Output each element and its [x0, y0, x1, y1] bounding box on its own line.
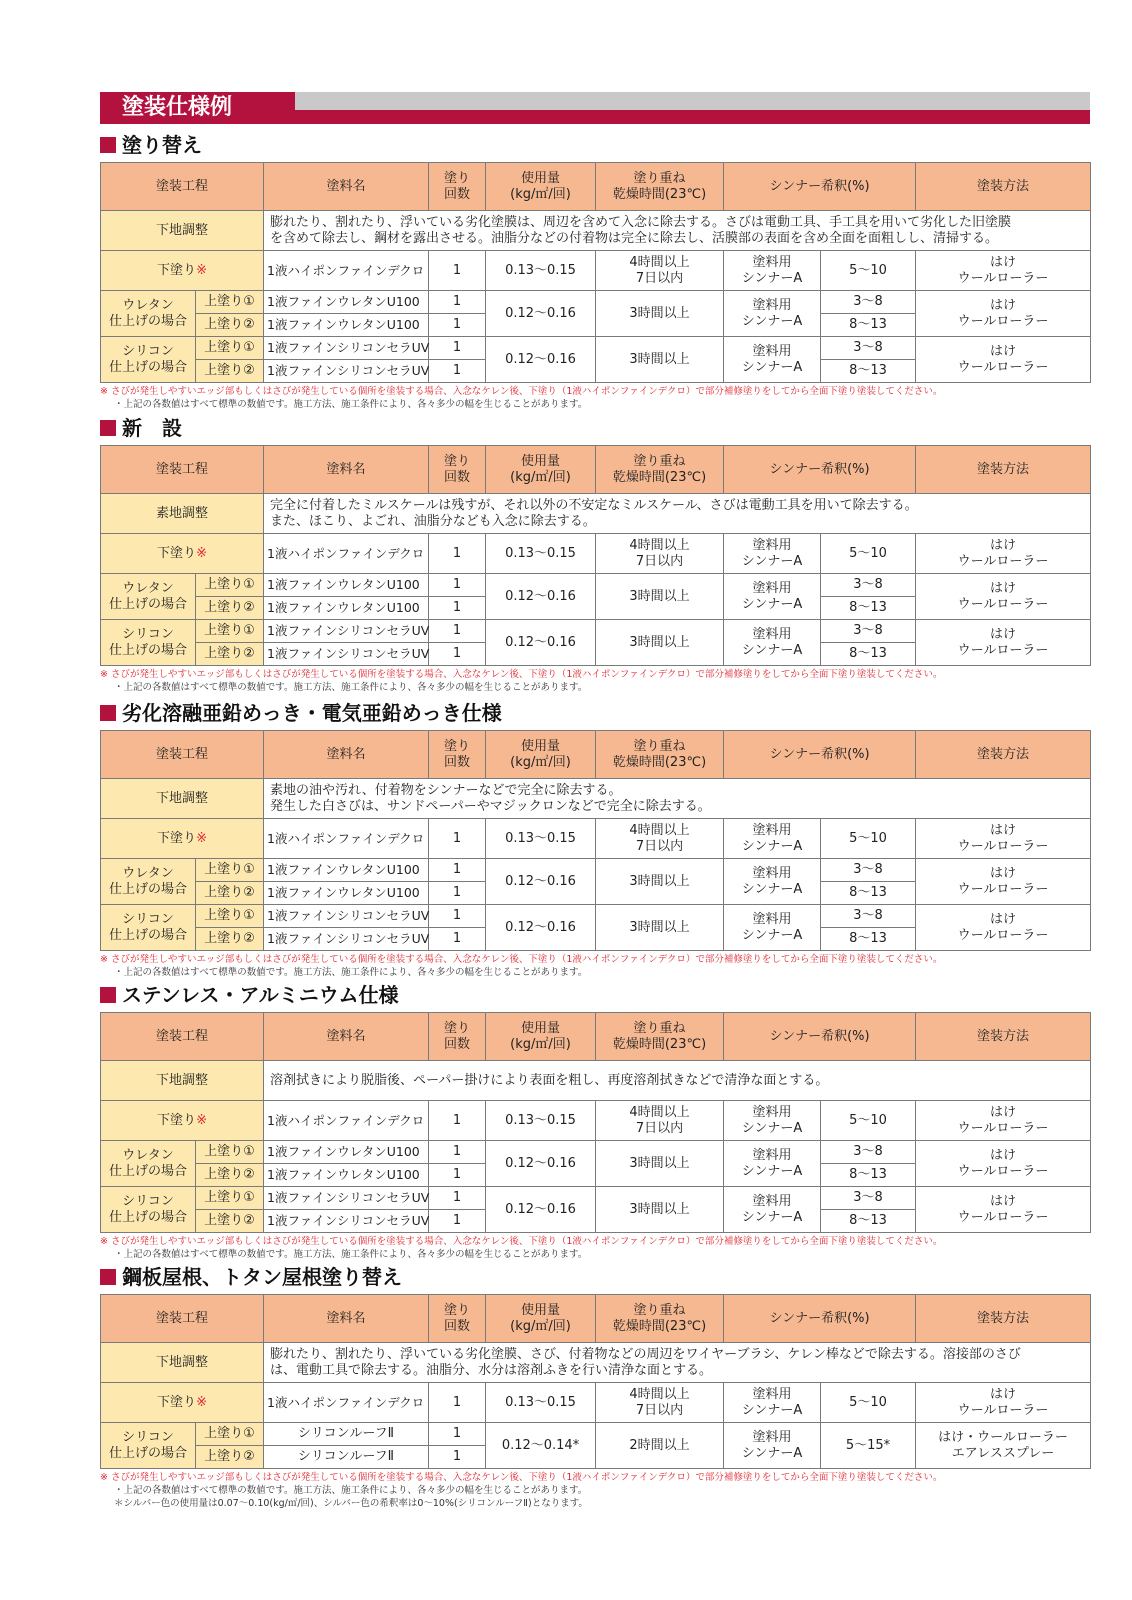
roof-top2-paint: シリコンルーフⅡ	[264, 1446, 429, 1469]
undercoat-row	[101, 1101, 1091, 1141]
header-usage: 使用量 (kg/㎡/回)	[486, 1295, 596, 1343]
urethane-method: はけ ウールローラー	[916, 291, 1091, 337]
section-0	[100, 132, 1090, 411]
undercoat-coats: 1	[429, 1101, 486, 1141]
prep-label: 下地調整	[101, 211, 264, 251]
urethane-thinner-name: 塗料用 シンナーA	[724, 291, 821, 337]
undercoat-thinner-name: 塗料用 シンナーA	[724, 534, 821, 574]
undercoat-thinner-name: 塗料用 シンナーA	[724, 1383, 821, 1423]
header-method: 塗装方法	[916, 1295, 1091, 1343]
silicone-usage: 0.12〜0.16	[486, 337, 596, 383]
prep-text	[264, 494, 1091, 534]
undercoat-dry: 4時間以上 7日以内	[596, 1101, 724, 1141]
prep-label: 下地調整	[101, 779, 264, 819]
undercoat-label: 下塗り※	[101, 819, 264, 859]
roof-top2-coats: 1	[429, 1446, 486, 1469]
undercoat-thinner-name: 塗料用 シンナーA	[724, 819, 821, 859]
undercoat-label: 下塗り※	[101, 534, 264, 574]
urethane-usage: 0.12〜0.16	[486, 859, 596, 905]
undercoat-dry: 4時間以上 7日以内	[596, 534, 724, 574]
note-silver: ＊シルバー色の使用量は0.07〜0.10(kg/㎡/回)、シルバー色の希釈率は0〜10%(シリコンルーフⅡ)となります。	[114, 1498, 588, 1509]
prep-line: 膨れたり、割れたり、浮いている劣化塗膜は、周辺を含めて入念に除去する。さびは電動工具、手工具を用いて劣化した旧塗膜	[270, 214, 1012, 230]
silicone-top2-thinner: 8〜13	[821, 360, 916, 383]
silicone-top2-paint: 1液ファインシリコンセラUV	[264, 360, 429, 383]
undercoat-thinner: 5〜10	[821, 819, 916, 859]
urethane-top1-paint: 1液ファインウレタンU100	[264, 291, 429, 314]
notes	[100, 668, 1090, 694]
urethane-label: ウレタン 仕上げの場合	[101, 1141, 196, 1187]
note-standard: ・上記の各数値はすべて標準の数値です。施工方法、施工条件により、各々多少の幅を生じることがあります。	[114, 1249, 588, 1260]
urethane-top1-thinner: 3〜8	[821, 574, 916, 597]
urethane-method: はけ ウールローラー	[916, 859, 1091, 905]
urethane-top2-label: 上塗り②	[196, 314, 264, 337]
undercoat-dry: 4時間以上 7日以内	[596, 251, 724, 291]
silicone-usage: 0.12〜0.16	[486, 905, 596, 951]
table-header-row	[101, 446, 1091, 494]
header-dry: 塗り重ね 乾燥時間(23℃)	[596, 1013, 724, 1061]
roof-top1-coats: 1	[429, 1423, 486, 1446]
header-method: 塗装方法	[916, 446, 1091, 494]
roof-top2-label: 上塗り②	[196, 1446, 264, 1469]
silicone-label: シリコン 仕上げの場合	[101, 620, 196, 666]
urethane-dry: 3時間以上	[596, 574, 724, 620]
header-thinner: シンナー希釈(%)	[724, 163, 916, 211]
prep-line: 完全に付着したミルスケールは残すが、それ以外の不安定なミルスケール、さびは電動工具を用いて除去する。	[270, 497, 918, 513]
silicone-dry: 3時間以上	[596, 905, 724, 951]
undercoat-method: はけ ウールローラー	[916, 819, 1091, 859]
note-standard: ・上記の各数値はすべて標準の数値です。施工方法、施工条件により、各々多少の幅を生じることがあります。	[114, 399, 588, 410]
urethane-top1-paint: 1液ファインウレタンU100	[264, 574, 429, 597]
silicone-top1-paint: 1液ファインシリコンセラUV	[264, 337, 429, 360]
undercoat-coats: 1	[429, 251, 486, 291]
section-title: 鋼板屋根、トタン屋根塗り替え	[100, 1264, 1090, 1290]
urethane-top1-thinner: 3〜8	[821, 1141, 916, 1164]
silicone-thinner-name: 塗料用 シンナーA	[724, 905, 821, 951]
header-coats: 塗り 回数	[429, 446, 486, 494]
prep-line: また、ほこり、よごれ、油脂分なども入念に除去する。	[270, 513, 596, 529]
silicone-top1-coats: 1	[429, 337, 486, 360]
silicone-thinner-name: 塗料用 シンナーA	[724, 337, 821, 383]
prep-line: 素地の油や汚れ、付着物をシンナーなどで完全に除去する。	[270, 782, 622, 798]
silicone-top1-row	[101, 1187, 1091, 1210]
urethane-top1-label: 上塗り①	[196, 574, 264, 597]
urethane-top2-coats: 1	[429, 597, 486, 620]
urethane-top1-row	[101, 859, 1091, 882]
header-process: 塗装工程	[101, 731, 264, 779]
silicone-top1-row	[101, 620, 1091, 643]
urethane-top1-coats: 1	[429, 859, 486, 882]
header-method: 塗装方法	[916, 163, 1091, 211]
roof-top1-label: 上塗り①	[196, 1423, 264, 1446]
notes	[100, 385, 1090, 411]
square-bullet-icon	[100, 420, 116, 436]
urethane-label: ウレタン 仕上げの場合	[101, 574, 196, 620]
section-3	[100, 982, 1090, 1261]
urethane-top2-paint: 1液ファインウレタンU100	[264, 314, 429, 337]
prep-text	[264, 1343, 1091, 1383]
silicone-top1-label: 上塗り①	[196, 620, 264, 643]
prep-label: 下地調整	[101, 1343, 264, 1383]
note-warning: ※ さびが発生しやすいエッジ部もしくはさびが発生している個所を塗装する場合、入念なケレン後、下塗り（1液ハイポンファインデクロ）で部分補修塗りをしてから全面下塗り塗装してください。	[100, 386, 943, 397]
note-standard: ・上記の各数値はすべて標準の数値です。施工方法、施工条件により、各々多少の幅を生じることがあります。	[114, 1485, 588, 1496]
undercoat-label: 下塗り※	[101, 251, 264, 291]
prep-row	[101, 211, 1091, 251]
prep-line: を含めて除去し、鋼材を露出させる。油脂分などの付着物は完全に除去し、活膜部の表面を含め全面を面粗しし、清掃する。	[270, 230, 999, 246]
roof-thinner-name: 塗料用 シンナーA	[724, 1423, 821, 1469]
spec-table	[100, 445, 1091, 666]
silicone-top1-paint: 1液ファインシリコンセラUV	[264, 905, 429, 928]
silicone-top2-paint: 1液ファインシリコンセラUV	[264, 1210, 429, 1233]
urethane-top2-coats: 1	[429, 882, 486, 905]
header-thinner: シンナー希釈(%)	[724, 1013, 916, 1061]
undercoat-paint: 1液ハイポンファインデクロ	[264, 1101, 429, 1141]
urethane-usage: 0.12〜0.16	[486, 291, 596, 337]
notes	[100, 953, 1090, 979]
silicone-top2-label: 上塗り②	[196, 928, 264, 951]
notes	[100, 1471, 1090, 1510]
urethane-dry: 3時間以上	[596, 291, 724, 337]
header-process: 塗装工程	[101, 1013, 264, 1061]
undercoat-usage: 0.13〜0.15	[486, 1383, 596, 1423]
undercoat-row	[101, 819, 1091, 859]
roof-top1-paint: シリコンルーフⅡ	[264, 1423, 429, 1446]
spec-table	[100, 1012, 1091, 1233]
silicone-top1-thinner: 3〜8	[821, 337, 916, 360]
silicone-method: はけ ウールローラー	[916, 905, 1091, 951]
undercoat-method: はけ ウールローラー	[916, 534, 1091, 574]
urethane-top1-paint: 1液ファインウレタンU100	[264, 1141, 429, 1164]
urethane-top2-thinner: 8〜13	[821, 882, 916, 905]
urethane-thinner-name: 塗料用 シンナーA	[724, 574, 821, 620]
header-method: 塗装方法	[916, 1013, 1091, 1061]
undercoat-paint: 1液ハイポンファインデクロ	[264, 251, 429, 291]
page-title: 塗装仕様例	[100, 92, 295, 124]
silicone-top1-paint: 1液ファインシリコンセラUV	[264, 620, 429, 643]
urethane-top1-row	[101, 1141, 1091, 1164]
urethane-top1-thinner: 3〜8	[821, 291, 916, 314]
header-dry: 塗り重ね 乾燥時間(23℃)	[596, 446, 724, 494]
prep-line: 溶剤拭きにより脱脂後、ペーパー掛けにより表面を粗し、再度溶剤拭きなどで清浄な面とする。	[270, 1072, 829, 1088]
table-header-row	[101, 1013, 1091, 1061]
undercoat-dry: 4時間以上 7日以内	[596, 1383, 724, 1423]
silicone-top1-coats: 1	[429, 620, 486, 643]
urethane-top1-coats: 1	[429, 574, 486, 597]
urethane-top2-label: 上塗り②	[196, 882, 264, 905]
header-coats: 塗り 回数	[429, 731, 486, 779]
undercoat-usage: 0.13〜0.15	[486, 251, 596, 291]
header-dry: 塗り重ね 乾燥時間(23℃)	[596, 1295, 724, 1343]
silicone-top2-coats: 1	[429, 643, 486, 666]
prep-label: 素地調整	[101, 494, 264, 534]
undercoat-thinner: 5〜10	[821, 251, 916, 291]
silicone-thinner-name: 塗料用 シンナーA	[724, 1187, 821, 1233]
silicone-method: はけ ウールローラー	[916, 1187, 1091, 1233]
urethane-top2-paint: 1液ファインウレタンU100	[264, 882, 429, 905]
header-gray-bar	[292, 92, 1090, 110]
prep-text	[264, 1061, 1091, 1101]
prep-line: 発生した白さびは、サンドペーパーやマジックロンなどで完全に除去する。	[270, 798, 711, 814]
prep-label: 下地調整	[101, 1061, 264, 1101]
note-standard: ・上記の各数値はすべて標準の数値です。施工方法、施工条件により、各々多少の幅を生じることがあります。	[114, 967, 588, 978]
undercoat-paint: 1液ハイポンファインデクロ	[264, 534, 429, 574]
spec-table	[100, 1294, 1091, 1469]
header-usage: 使用量 (kg/㎡/回)	[486, 446, 596, 494]
header-paint: 塗料名	[264, 731, 429, 779]
undercoat-thinner-name: 塗料用 シンナーA	[724, 251, 821, 291]
silicone-dry: 3時間以上	[596, 1187, 724, 1233]
silicone-top2-thinner: 8〜13	[821, 928, 916, 951]
silicone-top1-thinner: 3〜8	[821, 905, 916, 928]
silicone-label: シリコン 仕上げの場合	[101, 337, 196, 383]
urethane-top1-thinner: 3〜8	[821, 859, 916, 882]
header-paint: 塗料名	[264, 163, 429, 211]
section-title: 塗り替え	[100, 132, 1090, 158]
urethane-top2-thinner: 8〜13	[821, 597, 916, 620]
silicone-label: シリコン 仕上げの場合	[101, 905, 196, 951]
silicone-top2-coats: 1	[429, 360, 486, 383]
urethane-method: はけ ウールローラー	[916, 574, 1091, 620]
undercoat-method: はけ ウールローラー	[916, 1383, 1091, 1423]
header-coats: 塗り 回数	[429, 1013, 486, 1061]
note-warning: ※ さびが発生しやすいエッジ部もしくはさびが発生している個所を塗装する場合、入念なケレン後、下塗り（1液ハイポンファインデクロ）で部分補修塗りをしてから全面下塗り塗装してください。	[100, 954, 943, 965]
urethane-top2-thinner: 8〜13	[821, 1164, 916, 1187]
silicone-top2-label: 上塗り②	[196, 1210, 264, 1233]
roof-method: はけ・ウールローラー エアレススプレー	[916, 1423, 1091, 1469]
header-usage: 使用量 (kg/㎡/回)	[486, 163, 596, 211]
undercoat-dry: 4時間以上 7日以内	[596, 819, 724, 859]
silicone-top2-thinner: 8〜13	[821, 1210, 916, 1233]
note-standard: ・上記の各数値はすべて標準の数値です。施工方法、施工条件により、各々多少の幅を生じることがあります。	[114, 682, 588, 693]
prep-row	[101, 1061, 1091, 1101]
header-thinner: シンナー希釈(%)	[724, 731, 916, 779]
section-roof	[100, 1264, 1090, 1510]
header-coats: 塗り 回数	[429, 163, 486, 211]
silicone-label: シリコン 仕上げの場合	[101, 1187, 196, 1233]
header-dry: 塗り重ね 乾燥時間(23℃)	[596, 163, 724, 211]
silicone-top1-thinner: 3〜8	[821, 620, 916, 643]
prep-row	[101, 494, 1091, 534]
header-thinner: シンナー希釈(%)	[724, 446, 916, 494]
undercoat-row	[101, 534, 1091, 574]
header-paint: 塗料名	[264, 1295, 429, 1343]
silicone-top2-label: 上塗り②	[196, 360, 264, 383]
table-header-row	[101, 1295, 1091, 1343]
header-paint: 塗料名	[264, 1013, 429, 1061]
roof-usage: 0.12〜0.14*	[486, 1423, 596, 1469]
silicone-top2-coats: 1	[429, 1210, 486, 1233]
section-1	[100, 415, 1090, 694]
undercoat-row	[101, 251, 1091, 291]
undercoat-paint: 1液ハイポンファインデクロ	[264, 1383, 429, 1423]
note-warning: ※ さびが発生しやすいエッジ部もしくはさびが発生している個所を塗装する場合、入念なケレン後、下塗り（1液ハイポンファインデクロ）で部分補修塗りをしてから全面下塗り塗装してください。	[100, 1472, 943, 1483]
silicone-dry: 3時間以上	[596, 337, 724, 383]
urethane-top1-coats: 1	[429, 1141, 486, 1164]
section-title: 劣化溶融亜鉛めっき・電気亜鉛めっき仕様	[100, 700, 1090, 726]
urethane-top1-row	[101, 291, 1091, 314]
silicone-top1-label: 上塗り①	[196, 905, 264, 928]
undercoat-coats: 1	[429, 1383, 486, 1423]
urethane-label: ウレタン 仕上げの場合	[101, 859, 196, 905]
undercoat-thinner-name: 塗料用 シンナーA	[724, 1101, 821, 1141]
urethane-dry: 3時間以上	[596, 859, 724, 905]
urethane-top2-thinner: 8〜13	[821, 314, 916, 337]
prep-line: 膨れたり、割れたり、浮いている劣化塗膜、さび、付着物などの周辺をワイヤーブラシ、ケレン棒などで除去する。溶接部のさび	[270, 1346, 1021, 1362]
silicone-top1-thinner: 3〜8	[821, 1187, 916, 1210]
table-header-row	[101, 163, 1091, 211]
urethane-top2-coats: 1	[429, 1164, 486, 1187]
urethane-top1-row	[101, 574, 1091, 597]
silicone-top2-paint: 1液ファインシリコンセラUV	[264, 928, 429, 951]
square-bullet-icon	[100, 1269, 116, 1285]
undercoat-paint: 1液ハイポンファインデクロ	[264, 819, 429, 859]
undercoat-label: 下塗り※	[101, 1101, 264, 1141]
undercoat-thinner: 5〜10	[821, 1383, 916, 1423]
silicone-top2-coats: 1	[429, 928, 486, 951]
header-process: 塗装工程	[101, 446, 264, 494]
undercoat-method: はけ ウールローラー	[916, 251, 1091, 291]
square-bullet-icon	[100, 705, 116, 721]
roof-thinner: 5〜15*	[821, 1423, 916, 1469]
silicone-top1-coats: 1	[429, 1187, 486, 1210]
notes	[100, 1235, 1090, 1261]
silicone-top1-row	[101, 905, 1091, 928]
prep-text	[264, 779, 1091, 819]
header-process: 塗装工程	[101, 163, 264, 211]
undercoat-method: はけ ウールローラー	[916, 1101, 1091, 1141]
urethane-usage: 0.12〜0.16	[486, 574, 596, 620]
silicone-usage: 0.12〜0.16	[486, 1187, 596, 1233]
roof-top1-row	[101, 1423, 1091, 1446]
undercoat-thinner: 5〜10	[821, 1101, 916, 1141]
urethane-top1-label: 上塗り①	[196, 859, 264, 882]
urethane-method: はけ ウールローラー	[916, 1141, 1091, 1187]
header-method: 塗装方法	[916, 731, 1091, 779]
undercoat-usage: 0.13〜0.15	[486, 819, 596, 859]
spec-table	[100, 162, 1091, 383]
silicone-method: はけ ウールローラー	[916, 620, 1091, 666]
prep-row	[101, 1343, 1091, 1383]
silicone-top1-paint: 1液ファインシリコンセラUV	[264, 1187, 429, 1210]
urethane-dry: 3時間以上	[596, 1141, 724, 1187]
header-usage: 使用量 (kg/㎡/回)	[486, 1013, 596, 1061]
silicone-top2-thinner: 8〜13	[821, 643, 916, 666]
square-bullet-icon	[100, 137, 116, 153]
square-bullet-icon	[100, 987, 116, 1003]
urethane-top2-paint: 1液ファインウレタンU100	[264, 1164, 429, 1187]
urethane-top2-paint: 1液ファインウレタンU100	[264, 597, 429, 620]
table-header-row	[101, 731, 1091, 779]
undercoat-coats: 1	[429, 819, 486, 859]
silicone-top1-coats: 1	[429, 905, 486, 928]
urethane-top1-paint: 1液ファインウレタンU100	[264, 859, 429, 882]
prep-row	[101, 779, 1091, 819]
urethane-usage: 0.12〜0.16	[486, 1141, 596, 1187]
undercoat-usage: 0.13〜0.15	[486, 534, 596, 574]
urethane-thinner-name: 塗料用 シンナーA	[724, 859, 821, 905]
urethane-thinner-name: 塗料用 シンナーA	[724, 1141, 821, 1187]
silicone-thinner-name: 塗料用 シンナーA	[724, 620, 821, 666]
undercoat-label: 下塗り※	[101, 1383, 264, 1423]
silicone-top1-label: 上塗り①	[196, 1187, 264, 1210]
silicone-usage: 0.12〜0.16	[486, 620, 596, 666]
urethane-top1-coats: 1	[429, 291, 486, 314]
header-dry: 塗り重ね 乾燥時間(23℃)	[596, 731, 724, 779]
section-title: ステンレス・アルミニウム仕様	[100, 982, 1090, 1008]
page-header	[100, 92, 1090, 130]
header-usage: 使用量 (kg/㎡/回)	[486, 731, 596, 779]
spec-table	[100, 730, 1091, 951]
silicone-label: シリコン 仕上げの場合	[101, 1423, 196, 1469]
silicone-method: はけ ウールローラー	[916, 337, 1091, 383]
silicone-top1-row	[101, 337, 1091, 360]
urethane-top2-label: 上塗り②	[196, 1164, 264, 1187]
undercoat-coats: 1	[429, 534, 486, 574]
header-process: 塗装工程	[101, 1295, 264, 1343]
section-title: 新 設	[100, 415, 1090, 441]
urethane-label: ウレタン 仕上げの場合	[101, 291, 196, 337]
urethane-top2-label: 上塗り②	[196, 597, 264, 620]
roof-dry: 2時間以上	[596, 1423, 724, 1469]
undercoat-row	[101, 1383, 1091, 1423]
header-coats: 塗り 回数	[429, 1295, 486, 1343]
silicone-dry: 3時間以上	[596, 620, 724, 666]
urethane-top1-label: 上塗り①	[196, 1141, 264, 1164]
note-warning: ※ さびが発生しやすいエッジ部もしくはさびが発生している個所を塗装する場合、入念なケレン後、下塗り（1液ハイポンファインデクロ）で部分補修塗りをしてから全面下塗り塗装してください。	[100, 1236, 943, 1247]
urethane-top1-label: 上塗り①	[196, 291, 264, 314]
undercoat-thinner: 5〜10	[821, 534, 916, 574]
urethane-top2-coats: 1	[429, 314, 486, 337]
silicone-top1-label: 上塗り①	[196, 337, 264, 360]
section-2	[100, 700, 1090, 979]
header-thinner: シンナー希釈(%)	[724, 1295, 916, 1343]
silicone-top2-label: 上塗り②	[196, 643, 264, 666]
silicone-top2-paint: 1液ファインシリコンセラUV	[264, 643, 429, 666]
undercoat-usage: 0.13〜0.15	[486, 1101, 596, 1141]
note-warning: ※ さびが発生しやすいエッジ部もしくはさびが発生している個所を塗装する場合、入念なケレン後、下塗り（1液ハイポンファインデクロ）で部分補修塗りをしてから全面下塗り塗装してください。	[100, 669, 943, 680]
prep-text	[264, 211, 1091, 251]
header-paint: 塗料名	[264, 446, 429, 494]
prep-line: は、電動工具で除去する。油脂分、水分は溶剤ふきを行い清浄な面とする。	[270, 1362, 713, 1378]
